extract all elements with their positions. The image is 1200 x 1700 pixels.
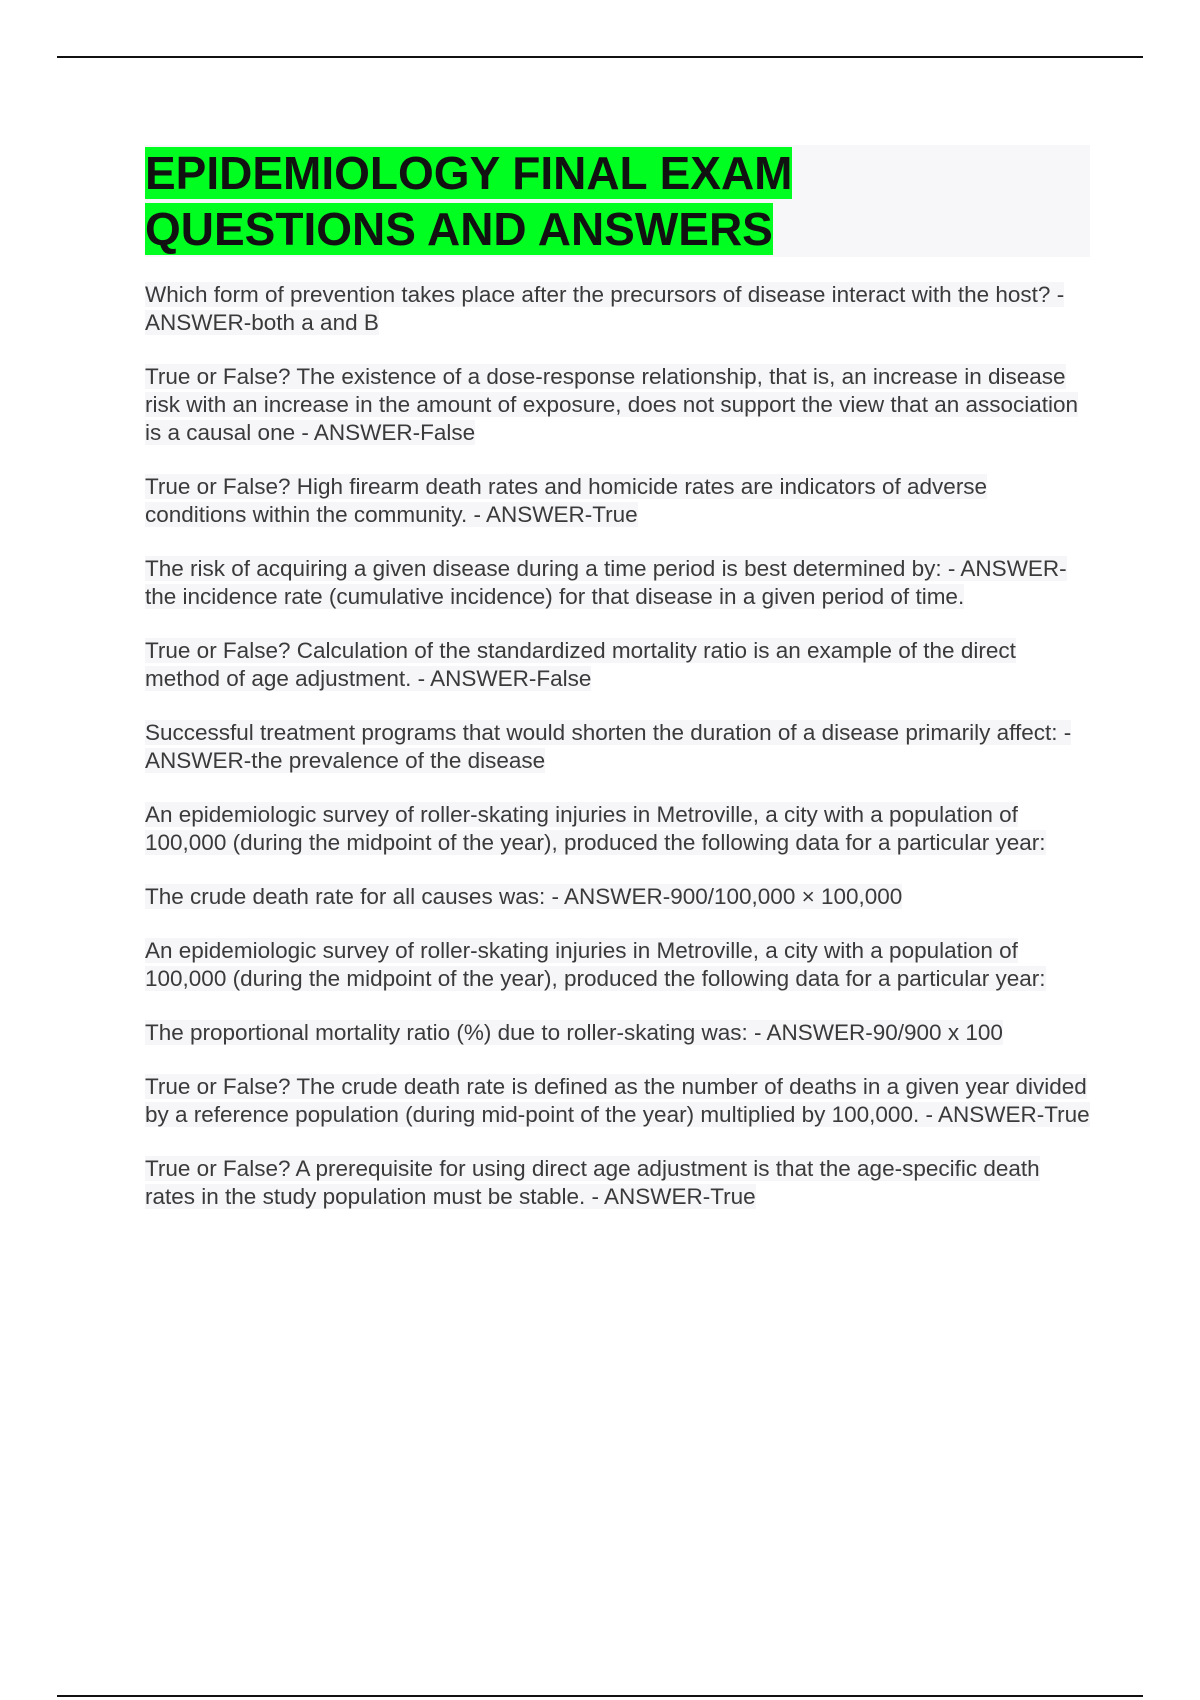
qa-paragraph bbox=[145, 1073, 1090, 1129]
qa-text: True or False? The existence of a dose-response relationship, that is, an increase in disease risk with an increase in the amount of exposure, does not support the view that an association is a causal one - ANSWER-False bbox=[145, 364, 1079, 445]
document-title bbox=[145, 145, 1090, 257]
qa-paragraph bbox=[145, 1019, 1090, 1047]
qa-paragraph bbox=[145, 363, 1090, 447]
qa-text: An epidemiologic survey of roller-skating injuries in Metroville, a city with a population of 100,000 (during the midpoint of the year), produced the following data for a particular year: bbox=[145, 938, 1046, 991]
qa-text: The risk of acquiring a given disease during a time period is best determined by: - ANSWER-the incidence rate (cumulative incidence) for that disease in a given period of time. bbox=[145, 556, 1067, 609]
qa-paragraph bbox=[145, 555, 1090, 611]
header-rule bbox=[57, 56, 1143, 58]
title-line-2: QUESTIONS AND ANSWERS bbox=[145, 203, 773, 255]
qa-text: True or False? The crude death rate is defined as the number of deaths in a given year divided by a reference population (during mid-point of the year) multiplied by 100,000. - ANSWER-True bbox=[145, 1074, 1090, 1127]
title-line-1: EPIDEMIOLOGY FINAL EXAM bbox=[145, 147, 793, 199]
qa-text: Which form of prevention takes place after the precursors of disease interact with the host? - ANSWER-both a and B bbox=[145, 282, 1065, 335]
title-block bbox=[145, 145, 1090, 257]
qa-paragraph bbox=[145, 719, 1090, 775]
footer-rule bbox=[57, 1695, 1143, 1697]
qa-paragraph bbox=[145, 937, 1090, 993]
qa-paragraph bbox=[145, 281, 1090, 337]
qa-text: True or False? High firearm death rates and homicide rates are indicators of adverse conditions within the community. - ANSWER-True bbox=[145, 474, 988, 527]
qa-paragraph bbox=[145, 637, 1090, 693]
qa-paragraph bbox=[145, 883, 1090, 911]
qa-text: The proportional mortality ratio (%) due to roller-skating was: - ANSWER-90/900 x 100 bbox=[145, 1020, 1003, 1045]
qa-paragraph bbox=[145, 473, 1090, 529]
document-body bbox=[145, 145, 1090, 1237]
qa-text: An epidemiologic survey of roller-skating injuries in Metroville, a city with a population of 100,000 (during the midpoint of the year), produced the following data for a particular year: bbox=[145, 802, 1046, 855]
qa-text: The crude death rate for all causes was: - ANSWER-900/100,000 × 100,000 bbox=[145, 884, 903, 909]
qa-paragraph bbox=[145, 1155, 1090, 1211]
qa-text: True or False? Calculation of the standardized mortality ratio is an example of the direct method of age adjustment. - ANSWER-False bbox=[145, 638, 1016, 691]
qa-text: True or False? A prerequisite for using direct age adjustment is that the age-specific death rates in the study population must be stable. - ANSWER-True bbox=[145, 1156, 1040, 1209]
qa-paragraph bbox=[145, 801, 1090, 857]
qa-text: Successful treatment programs that would shorten the duration of a disease primarily affect: - ANSWER-the prevalence of the disease bbox=[145, 720, 1072, 773]
